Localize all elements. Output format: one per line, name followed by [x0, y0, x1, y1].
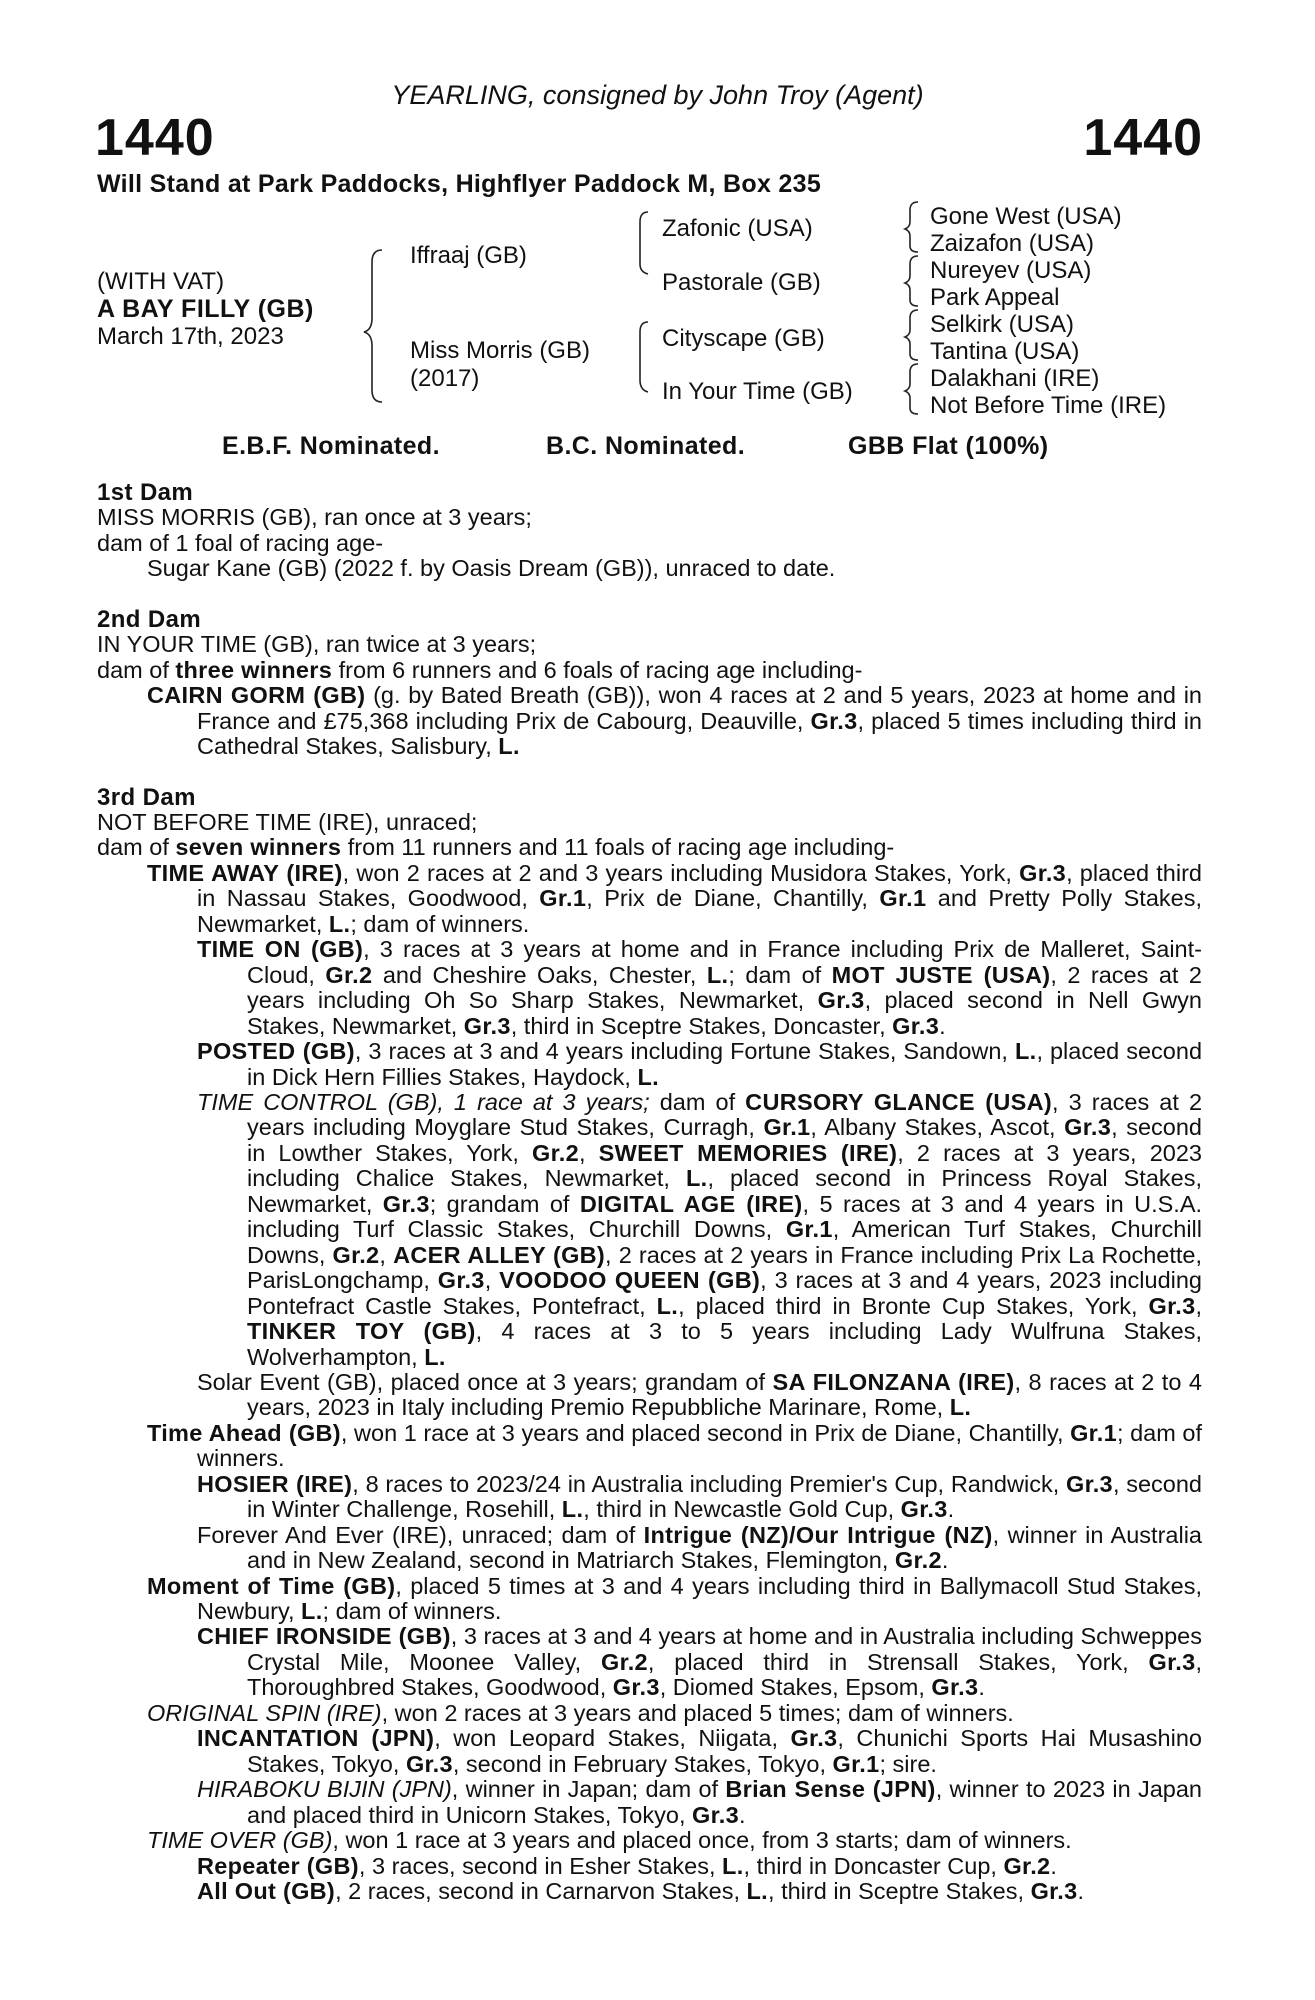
- second-dam-heading: 2nd Dam: [97, 605, 202, 633]
- brace-dd: [905, 364, 918, 414]
- first-dam-heading: 1st Dam: [97, 479, 194, 506]
- produce-incantation: INCANTATION (JPN), won Leopard Stakes, Niigata, Gr.3, Chunichi Sports Hai Musashino Stakes, Tokyo, Gr.3, second in February Stakes, Tokyo, Gr.1; sire.: [197, 1725, 1202, 1777]
- first-dam-produce: Sugar Kane (GB) (2022 f. by Oasis Dream (GB)), unraced to date.: [147, 555, 836, 582]
- produce-time-control: TIME CONTROL (GB), 1 race at 3 years; dam of CURSORY GLANCE (USA), 3 races at 2 years including Moyglare Stud Stakes, Curragh, Gr.1, Albany Stakes, Ascot, Gr.3, second in Lowther Stakes, York, Gr.2, SWEET MEMORIES (IRE), 2 races at 3 years, 2023 including Chalice Stakes, Newmarket, L., placed second in Princess Royal Stakes, Newmarket, Gr.3; grandam of DIGITAL AGE (IRE), 5 races at 3 and 4 years in U.S.A. including Turf Classic Stakes, Churchill Downs, Gr.1, American Turf Stakes, Churchill Downs, Gr.2, ACER ALLEY (GB), 2 races at 2 years in France including Prix La Rochette, ParisLongchamp, Gr.3, VOODOO QUEEN (GB), 3 races at 3 and 4 years, 2023 including Pontefract Castle Stakes, Pontefract, L., placed third in Bronte Cup Stakes, York, Gr.3, TINKER TOY (GB), 4 races at 3 to 5 years including Lady Wulfruna Stakes, Wolverhampton, L.: [197, 1088, 1203, 1370]
- gbb-flat: GBB Flat (100%): [848, 432, 1049, 460]
- dam-sire-sire: Selkirk (USA): [930, 311, 1075, 338]
- produce-original-spin: ORIGINAL SPIN (IRE), won 2 races at 3 years and placed 5 times; dam of winners.: [147, 1699, 1014, 1726]
- ebf-nomination: E.B.F. Nominated.: [222, 432, 440, 460]
- produce-solar-event: Solar Event (GB), placed once at 3 years; grandam of SA FILONZANA (IRE), 8 races at 2 to 4 years, 2023 in Italy including Premio Repubbliche Marinare, Rome, L.: [197, 1368, 1202, 1421]
- produce-forever-and-ever: Forever And Ever (IRE), unraced; dam of Intrigue (NZ)/Our Intrigue (NZ), winner in Australia and in New Zealand, second in Matriarch Stakes, Flemington, Gr.2.: [197, 1521, 1202, 1574]
- produce-time-ahead: Time Ahead (GB), won 1 race at 3 years and placed second in Prix de Diane, Chantilly, Gr.1; dam of winners.: [147, 1419, 1202, 1472]
- produce-time-away: TIME AWAY (IRE), won 2 races at 2 and 3 years including Musidora Stakes, York, Gr.3, placed third in Nassau Stakes, Goodwood, Gr.1, Prix de Diane, Chantilly, Gr.1 and Pretty Polly Stakes, Newmarket, L.; dam of winners.: [147, 859, 1202, 937]
- third-dam-line: NOT BEFORE TIME (IRE), unraced;: [97, 808, 478, 835]
- dam-name: Miss Morris (GB): [410, 337, 590, 364]
- first-dam-produce-intro: dam of 1 foal of racing age-: [97, 529, 384, 556]
- produce-all-out: All Out (GB), 2 races, second in Carnarvon Stakes, L., third in Sceptre Stakes, Gr.3.: [197, 1878, 1085, 1905]
- sire-name: Iffraaj (GB): [410, 242, 527, 269]
- horse-name: A BAY FILLY (GB): [97, 295, 314, 323]
- bc-nomination: B.C. Nominated.: [546, 432, 746, 460]
- produce-repeater: Repeater (GB), 3 races, second in Esher Stakes, L., third in Doncaster Cup, Gr.2.: [197, 1852, 1057, 1879]
- second-dam-produce-intro: dam of three winners from 6 runners and 6 foals of racing age including-: [97, 656, 863, 683]
- produce-hiraboku-bijin: HIRABOKU BIJIN (JPN), winner in Japan; dam of Brian Sense (JPN), winner to 2023 in Japan and placed third in Unicorn Stakes, Tokyo, Gr.3.: [197, 1776, 1202, 1828]
- sire-sire-dam: Zaizafon (USA): [930, 230, 1095, 257]
- third-dam-heading: 3rd Dam: [97, 783, 196, 811]
- dam-dam: In Your Time (GB): [662, 378, 853, 405]
- third-dam-produce-intro: dam of seven winners from 11 runners and 11 foals of racing age including-: [97, 834, 895, 861]
- produce-moment-of-time: Moment of Time (GB), placed 5 times at 3 and 4 years including third in Ballymacoll Stud Stakes, Newbury, L.; dam of winners.: [147, 1572, 1202, 1625]
- dam-dam-dam: Not Before Time (IRE): [930, 392, 1167, 419]
- brace-ds: [905, 310, 918, 360]
- stand-location: Will Stand at Park Paddocks, Highflyer Paddock M, Box 235: [97, 170, 822, 198]
- dam-sire-dam: Tantina (USA): [930, 338, 1080, 365]
- lot-number-left: 1440: [95, 109, 215, 167]
- brace-dam: [640, 322, 648, 392]
- produce-chief-ironside: CHIEF IRONSIDE (GB), 3 races at 3 and 4 years at home and in Australia including Schweppes Crystal Mile, Moonee Valley, Gr.2, placed third in Strensall Stakes, York, Gr.3, Thoroughbred Stakes, Goodwood, Gr.3, Diomed Stakes, Epsom, Gr.3.: [197, 1623, 1203, 1701]
- dam-dam-sire: Dalakhani (IRE): [930, 365, 1100, 392]
- brace-main: [364, 250, 382, 402]
- produce-name: CAIRN GORM (GB): [147, 682, 366, 709]
- sire-dam: Pastorale (GB): [662, 269, 821, 296]
- second-dam-line: IN YOUR TIME (GB), ran twice at 3 years;: [97, 631, 537, 658]
- produce-time-over: TIME OVER (GB), won 1 race at 3 years and placed once, from 3 starts; dam of winners.: [147, 1827, 1072, 1854]
- produce-time-on: TIME ON (GB), 3 races at 3 years at home and in France including Prix de Malleret, Saint-Cloud, Gr.2 and Cheshire Oaks, Chester, L.; dam of MOT JUSTE (USA), 2 races at 2 years including Oh So Sharp Stakes, Newmarket, Gr.3, placed second in Nell Gwyn Stakes, Newmarket, Gr.3, third in Sceptre Stakes, Doncaster, Gr.3.: [197, 936, 1203, 1039]
- second-dam-produce-entry: CAIRN GORM (GB) (g. by Bated Breath (GB)), won 4 races at 2 and 5 years, 2023 at home and in France and £75,368 including Prix de Cabourg, Deauville, Gr.3, placed 5 times including third in Cathedral Stakes, Salisbury, L.: [147, 682, 1203, 760]
- brace-ss: [905, 202, 918, 252]
- produce-hosier: HOSIER (IRE), 8 races to 2023/24 in Australia including Premier's Cup, Randwick, Gr.3, second in Winter Challenge, Rosehill, L., third in Newcastle Gold Cup, Gr.3.: [197, 1470, 1203, 1523]
- first-dam-line: MISS MORRIS (GB), ran once at 3 years;: [97, 504, 532, 531]
- foaling-date: March 17th, 2023: [97, 323, 284, 350]
- sire-sire-sire: Gone West (USA): [930, 203, 1122, 230]
- lot-number-right: 1440: [1083, 109, 1203, 167]
- brace-sire: [640, 212, 648, 274]
- consignment-subtitle: YEARLING, consigned by John Troy (Agent): [391, 80, 924, 110]
- brace-sd: [905, 256, 918, 306]
- dam-sire: Cityscape (GB): [662, 325, 825, 352]
- catalogue-body: [97, 480, 1202, 1904]
- vat-label: (WITH VAT): [97, 268, 225, 295]
- sire-dam-sire: Nureyev (USA): [930, 257, 1092, 284]
- produce-posted: POSTED (GB), 3 races at 3 and 4 years including Fortune Stakes, Sandown, L., placed second in Dick Hern Fillies Stakes, Haydock, L.: [197, 1038, 1203, 1090]
- sire-dam-dam: Park Appeal: [930, 284, 1060, 311]
- dam-year: (2017): [410, 365, 480, 392]
- sire-sire: Zafonic (USA): [662, 215, 813, 242]
